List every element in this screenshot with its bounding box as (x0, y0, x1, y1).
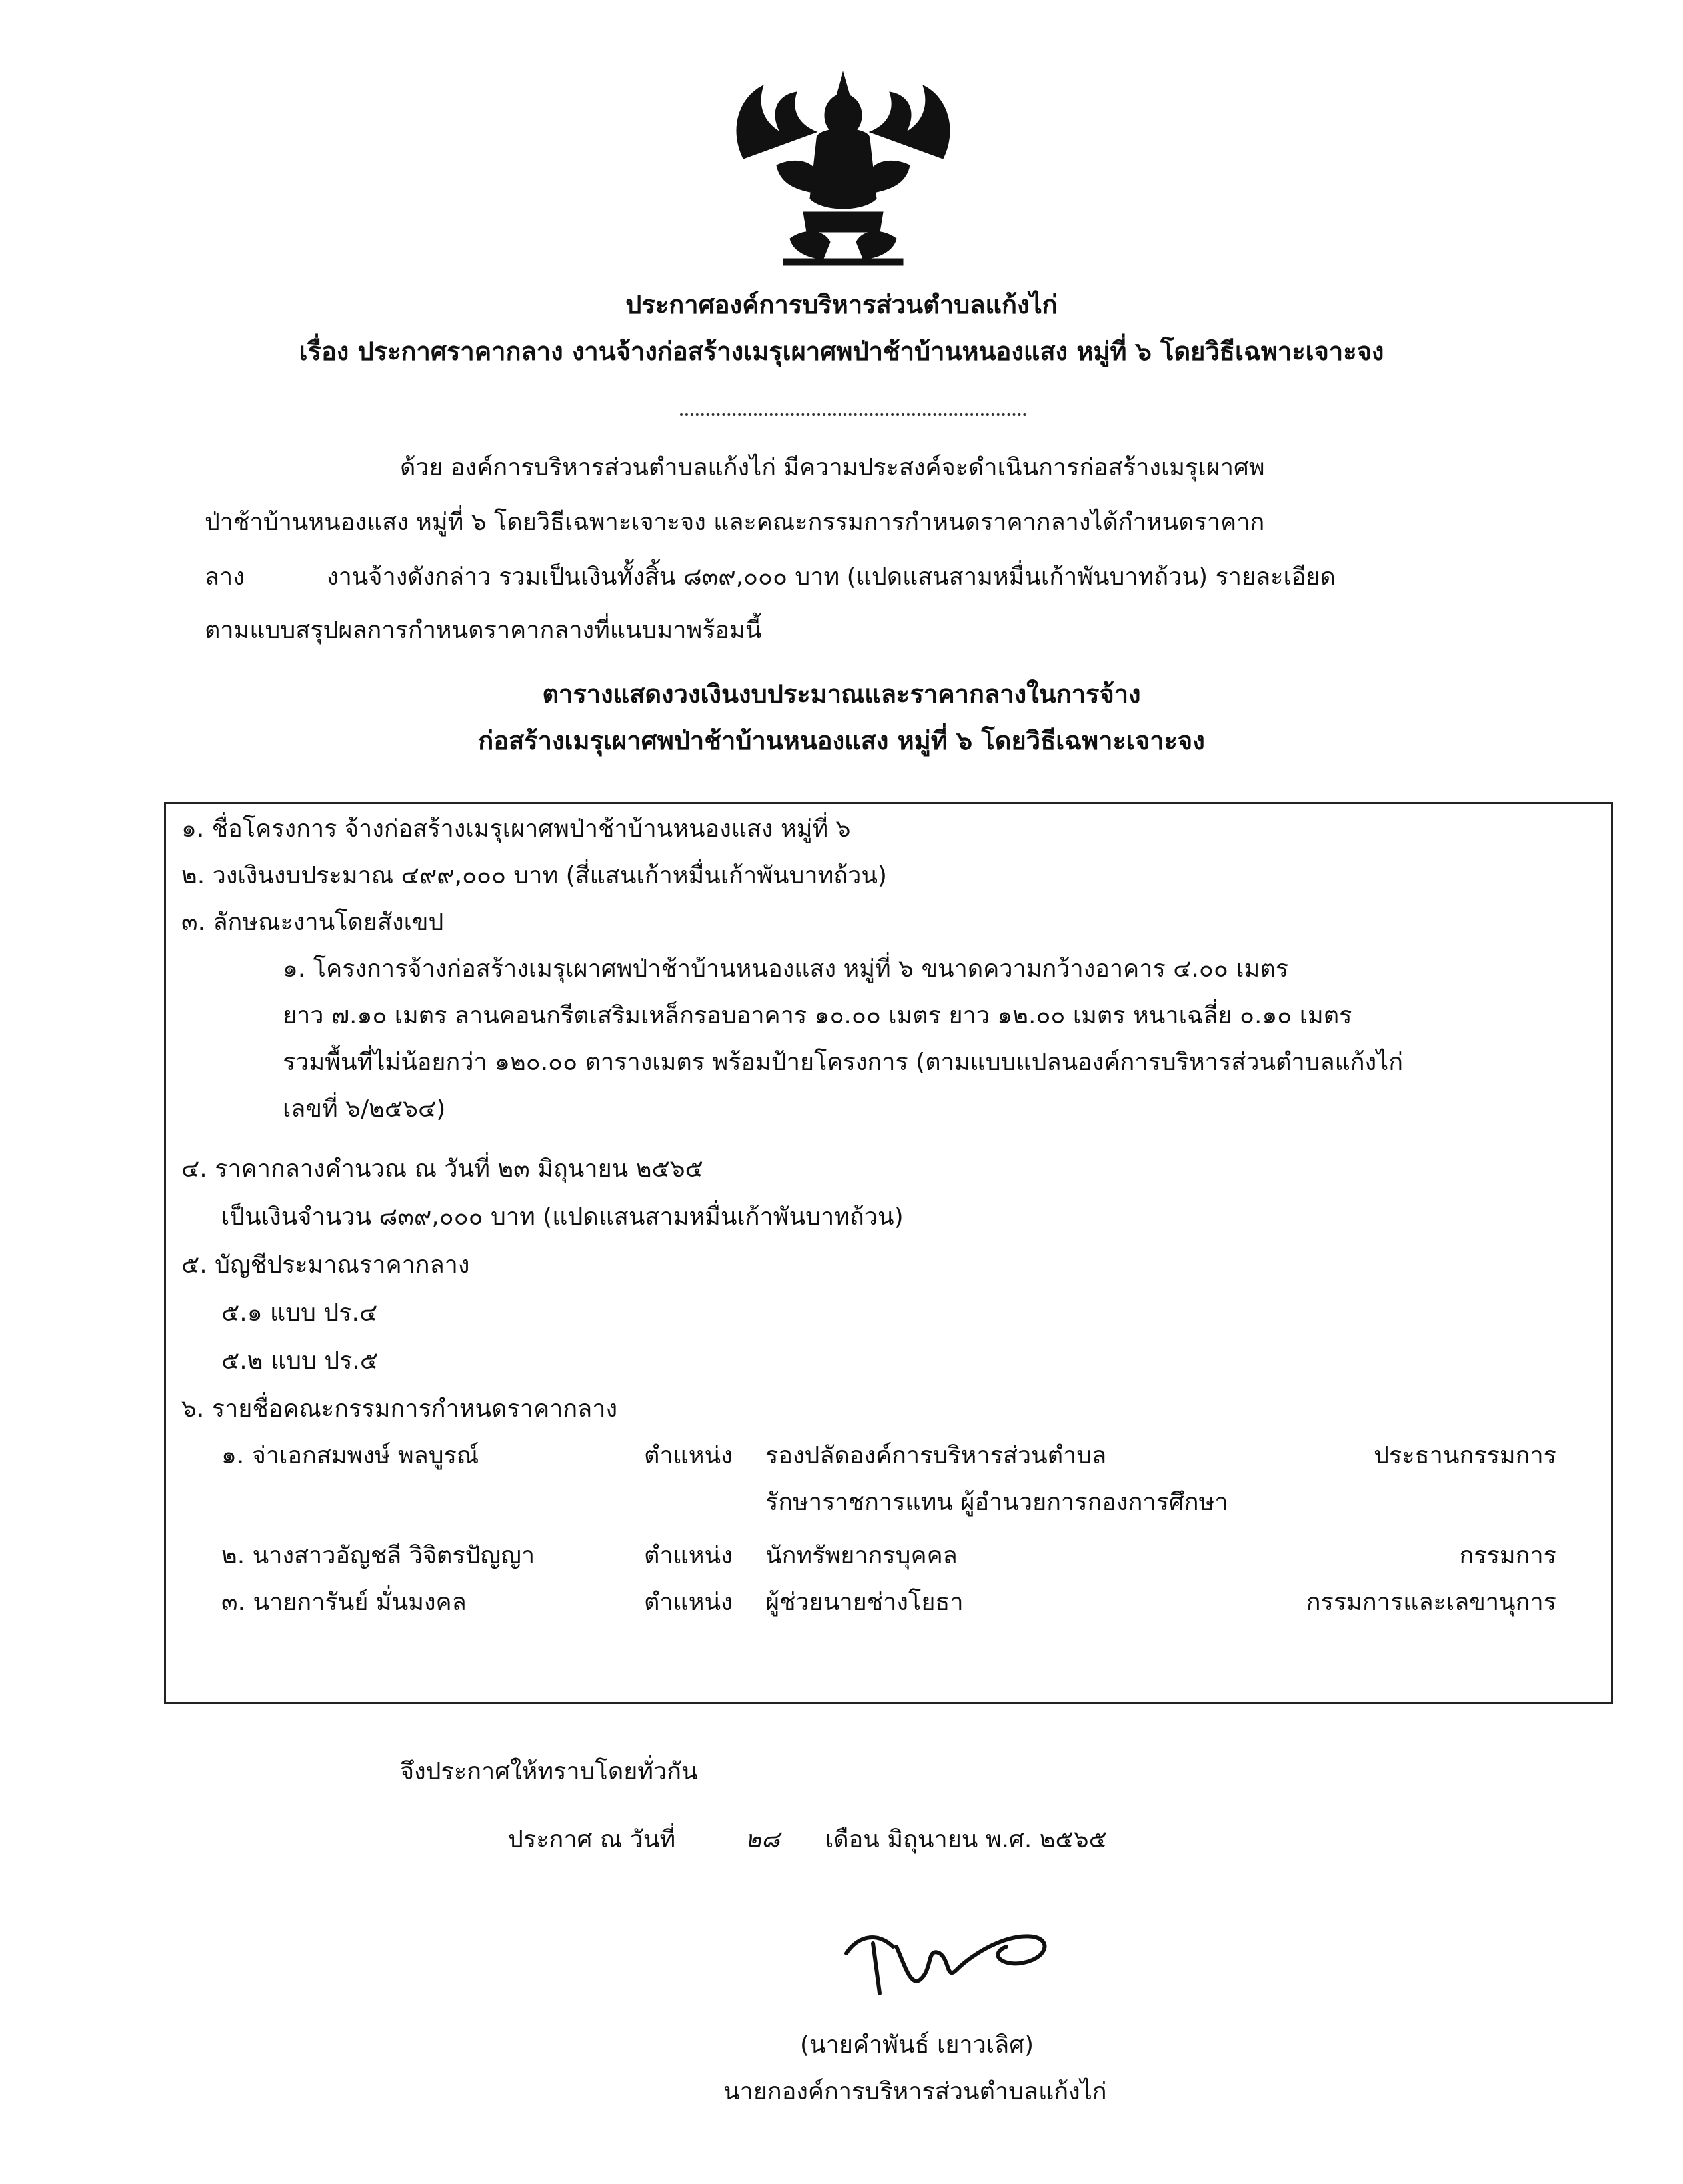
item-budget: ๒. วงเงินงบประมาณ ๔๙๙,๐๐๐ บาท (สี่แสนเก้าหมื่นเก้าพันบาทถ้วน) (181, 862, 887, 889)
intro-line-1: ด้วย องค์การบริหารส่วนตำบลแก้งไก่ มีความประสงค์จะดำเนินการก่อสร้างเมรุเผาศพ (400, 454, 1265, 481)
committee-member-name: ๓. นายการันย์ มั่นมงคล (221, 1589, 467, 1616)
item-median-price: ๔. ราคากลางคำนวณ ณ วันที่ ๒๓ มิถุนายน ๒๕๖๕ (181, 1155, 703, 1183)
committee-position-line-2: รักษาราชการแทน ผู้อำนวยการกองการศึกษา (765, 1489, 1228, 1516)
committee-role: ประธานกรรมการ (1374, 1442, 1556, 1469)
table-title-line-2: ก่อสร้างเมรุเผาศพป่าช้าบ้านหนองแสง หมู่ที่ ๖ โดยวิธีเฉพาะเจาะจง (478, 726, 1205, 755)
intro-line-4: ตามแบบสรุปผลการกำหนดราคากลางที่แนบมาพร้อมนี้ (205, 617, 762, 644)
price-list-form-5: ๕.๒ แบบ ปร.๕ (221, 1347, 379, 1375)
committee-position: รองปลัดองค์การบริหารส่วนตำบล (765, 1442, 1107, 1469)
signature (833, 1907, 1073, 2007)
intro-line-3a: ลาง (205, 563, 245, 591)
work-summary-line-4: เลขที่ ๖/๒๕๖๔) (283, 1095, 446, 1123)
announcement-subject: เรื่อง ประกาศราคากลาง งานจ้างก่อสร้างเมรุเผาศพป่าช้าบ้านหนองแสง หมู่ที่ ๖ โดยวิธีเฉพาะเจาะจง (299, 337, 1384, 366)
garuda-emblem (717, 59, 970, 272)
item-work-summary: ๓. ลักษณะงานโดยสังเขป (181, 909, 444, 936)
item-project-name: ๑. ชื่อโครงการ จ้างก่อสร้างเมรุเผาศพป่าช้าบ้านหนองแสง หมู่ที่ ๖ (181, 815, 851, 843)
work-summary-line-1: ๑. โครงการจ้างก่อสร้างเมรุเผาศพป่าช้าบ้านหนองแสง หมู่ที่ ๖ ขนาดความกว้างอาคาร ๔.๐๐ เมตร (283, 955, 1289, 983)
separator-dots (680, 413, 1026, 416)
announcement-date-prefix: ประกาศ ณ วันที่ (508, 1826, 676, 1853)
committee-role: กรรมการ (1459, 1542, 1556, 1569)
committee-position: ผู้ช่วยนายช่างโยธา (765, 1589, 964, 1616)
committee-member-name: ๒. นางสาวอัญชลี วิจิตรปัญญา (221, 1542, 535, 1569)
price-list-form-4: ๕.๑ แบบ ปร.๔ (221, 1299, 378, 1327)
committee-position-label: ตำแหน่ง (644, 1589, 733, 1616)
committee-position: นักทรัพยากรบุคคล (765, 1542, 958, 1569)
announcement-org-title: ประกาศองค์การบริหารส่วนตำบลแก้งไก่ (625, 290, 1058, 319)
closing-announcement: จึงประกาศให้ทราบโดยทั่วกัน (400, 1758, 698, 1785)
committee-position-label: ตำแหน่ง (644, 1442, 733, 1469)
table-title-line-1: ตารางแสดงวงเงินงบประมาณและราคากลางในการจ้าง (542, 679, 1141, 709)
work-summary-line-2: ยาว ๗.๑๐ เมตร ลานคอนกรีตเสริมเหล็กรอบอาคาร ๑๐.๐๐ เมตร ยาว ๑๒.๐๐ เมตร หนาเฉลี่ย ๐.๑๐ เมตร (283, 1002, 1352, 1029)
intro-line-3b: งานจ้างดังกล่าว รวมเป็นเงินทั้งสิ้น ๘๓๙,๐๐๐ บาท (แปดแสนสามหมื่นเก้าพันบาทถ้วน) รายละเอียด (327, 563, 1336, 591)
signer-name: (นายคำพันธ์ เยาวเลิศ) (800, 2031, 1034, 2059)
announcement-date-suffix: เดือน มิถุนายน พ.ศ. ๒๕๖๕ (825, 1826, 1107, 1853)
committee-member-name: ๑. จ่าเอกสมพงษ์ พลบูรณ์ (221, 1442, 479, 1469)
intro-line-2: ป่าช้าบ้านหนองแสง หมู่ที่ ๖ โดยวิธีเฉพาะเจาะจง และคณะกรรมการกำหนดราคากลางได้กำหนดราคาก (205, 509, 1265, 536)
item-price-list: ๕. บัญชีประมาณราคากลาง (181, 1251, 470, 1279)
committee-role: กรรมการและเลขานุการ (1306, 1589, 1556, 1616)
committee-position-label: ตำแหน่ง (644, 1542, 733, 1569)
median-price-amount: เป็นเงินจำนวน ๘๓๙,๐๐๐ บาท (แปดแสนสามหมื่นเก้าพันบาทถ้วน) (221, 1203, 904, 1231)
work-summary-line-3: รวมพื้นที่ไม่น้อยกว่า ๑๒๐.๐๐ ตารางเมตร พร้อมป้ายโครงการ (ตามแบบแปลนองค์การบริหารส่วนตำบลแก้งไก่ (283, 1049, 1404, 1076)
announcement-day: ๒๘ (745, 1826, 780, 1853)
item-committee: ๖. รายชื่อคณะกรรมการกำหนดราคากลาง (181, 1395, 618, 1423)
signer-title: นายกองค์การบริหารส่วนตำบลแก้งไก่ (723, 2078, 1107, 2105)
